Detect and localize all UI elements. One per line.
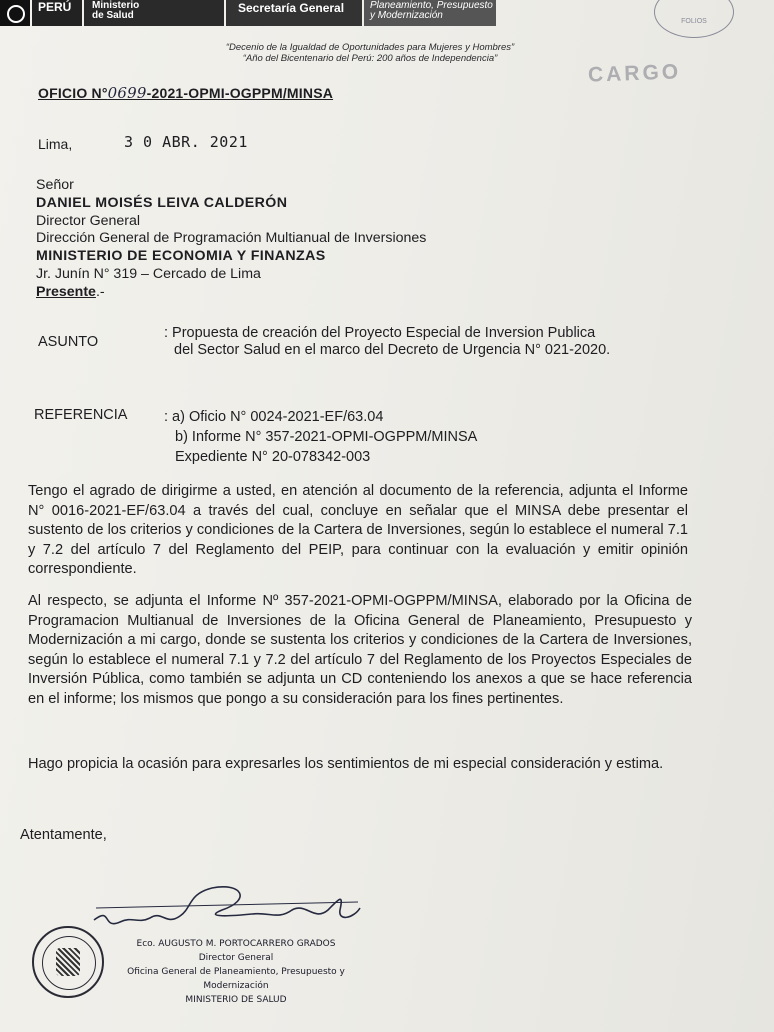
place: Lima, [38,136,73,152]
referencia-line: Expediente N° 20-078342-003 [175,449,371,465]
decenio-line: “Decenio de la Igualdad de Oportunidades para Mujeres y Hombres” [225,42,515,53]
body-paragraph: Al respecto, se adjunta el Informe Nº 357-2021-OPMI-OGPPM/MINSA, elaborado por la Oficina de Programacion Multianual de Inversiones de la Oficina General de Planeamiento, Presupuesto y Modernización a mi cargo, donde se sustenta los criterios y condiciones de la Cartera de Inversiones, según lo establece el numeral 7.1 y 7.2 del artículo 7 del Reglamento de los Proyectos Especiales de Inversión Pública, como también se adjunta un CD conteniendo los anexos a que se hace referencia en el informe; los mismos que pongo a su consideración para los fines pertinentes. [28,593,692,707]
recipient-address: Jr. Junín N° 319 – Cercado de Lima [36,265,261,282]
signatory-name: Eco. AUGUSTO M. PORTOCARRERO GRADOS [136,939,336,949]
oficio-suffix: -2021-OPMI-OGPPM/MINSA [146,85,334,101]
referencia-line: b) Informe N° 357-2021-OPMI-OGPPM/MINSA [175,429,478,445]
recipient-block [36,177,426,302]
signatory-ministry: MINISTERIO DE SALUD [185,995,287,1005]
letterhead-ministerio [84,0,224,26]
date-stamp: 3 0 ABR. 2021 [124,133,248,151]
closing: Atentamente, [20,827,107,843]
oficio-handwritten-number: 0699 [107,84,147,102]
presente-line [36,284,426,302]
recipient-salutation: Señor [36,177,74,193]
referencia-label: REFERENCIA [34,407,128,423]
decenio-header [180,42,560,64]
presente-text: Presente [36,283,96,300]
letterhead [0,0,520,28]
letterhead-peru: PERÚ [32,0,82,26]
signatory-title: Director General [198,953,274,963]
asunto-line: : Propuesta de creación del Proyecto Especial de Inversion Publica [164,325,596,341]
oficio-number [38,84,333,102]
recipient-title: Director General [36,212,141,229]
asunto-line: del Sector Salud en el marco del Decreto de Urgencia N° 021-2020. [174,342,611,358]
decenio-line: “Año del Bicentenario del Perú: 200 años de Independencia” [242,53,498,64]
signatory-block [116,937,356,1007]
official-seal [32,926,104,998]
referencia-text [164,407,477,467]
coat-of-arms-icon [0,0,30,26]
letterhead-ministerio-line: Ministerio [92,0,140,11]
letterhead-oficina-line: y Modernización [370,10,443,21]
cargo-stamp: CARGO [587,60,682,87]
oficio-prefix: OFICIO N° [38,85,108,101]
signatory-office: Oficina General de Planeamiento, Presupuesto y Modernización [127,967,345,991]
letterhead-secretaria: Secretaría General [226,0,362,26]
recipient-name: DANIEL MOISÉS LEIVA CALDERÓN [36,194,288,211]
handwritten-signature [92,880,362,940]
folio-stamp: FOLIOS [654,0,734,38]
letterhead-oficina [364,0,496,26]
presente-suffix: .- [95,283,105,300]
letterhead-ministerio-line: de Salud [92,10,134,21]
recipient-ministry: MINISTERIO DE ECONOMIA Y FINANZAS [36,248,326,265]
body-paragraph: Tengo el agrado de dirigirme a usted, en atención al documento de la referencia, adjunta el Informe N° 0016-2021-EF/63.04 a través del cual, concluye en señalar que el MINSA debe presentar el sustento de los criterios y condiciones de la Cartera de Inversiones, según lo establece el numeral 7.1 y 7.2 del artículo 7 del Reglamento del PEIP, para continuar con la evaluación y emitir opinión correspondiente. [28,483,688,578]
body-paragraph: Hago propicia la ocasión para expresarles los sentimientos de mi especial consideración y estima. [28,756,664,772]
recipient-office: Dirección General de Programación Multianual de Inversiones [36,230,427,247]
asunto-text [164,325,610,359]
letterhead-oficina-line: Planeamiento, Presupuesto [370,0,493,11]
asunto-label: ASUNTO [38,334,99,350]
referencia-line: : a) Oficio N° 0024-2021-EF/63.04 [164,409,384,425]
